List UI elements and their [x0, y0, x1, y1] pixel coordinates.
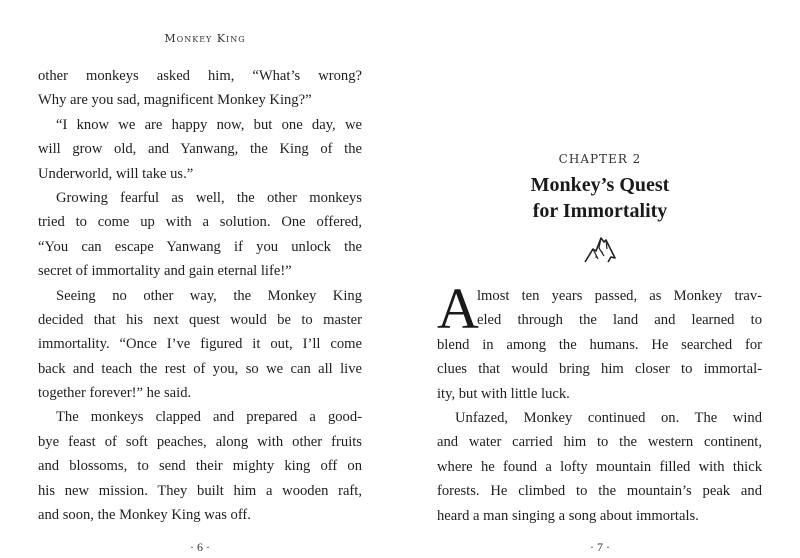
right-page [400, 0, 800, 558]
text-line: immortality. “Once I’ve figured it out, I’ll come [38, 336, 362, 353]
text-line: clues that would bring him closer to immortal- [437, 361, 762, 378]
text-line: lmost ten years passed, as Monkey trav- [477, 288, 762, 304]
text-line: where he found a lofty mountain filled with thick [437, 458, 762, 475]
mountain-icon [583, 232, 617, 264]
running-head: Monkey King [164, 32, 246, 45]
text-line: “I know we are happy now, but one day, we [56, 116, 362, 133]
chapter-title-line: Monkey’s Quest [530, 174, 670, 196]
drop-cap: A [437, 276, 479, 341]
text-line: will grow old, and Yanwang, the King of the [38, 141, 362, 158]
text-line: Underworld, will take us.” [38, 165, 194, 182]
text-line: secret of immortality and gain eternal life!” [38, 263, 292, 280]
chapter-title-line: for Immortality [532, 200, 668, 222]
page-number: · 6 · [190, 540, 210, 554]
text-line: and blossoms, to send their mighty king off on [38, 458, 362, 475]
page-number: · 7 · [590, 540, 610, 554]
text-line: Seeing no other way, the Monkey King [56, 287, 362, 304]
text-line: The monkeys clapped and prepared a good- [56, 409, 362, 426]
text-line: decided that his next quest would be to master [38, 311, 362, 328]
chapter-title [400, 172, 800, 224]
text-line: and water carried him to the western continent, [437, 434, 762, 451]
text-line: other monkeys asked him, “What’s wrong? [38, 68, 362, 84]
text-line: eled through the land and learned to [477, 312, 762, 329]
chapter-label: CHAPTER 2 [558, 152, 642, 166]
text-line: Unfazed, Monkey continued on. The wind [455, 409, 762, 426]
text-line: and soon, the Monkey King was off. [38, 507, 251, 524]
body-text [437, 284, 762, 528]
text-line: heard a man singing a song about immortals. [437, 507, 699, 524]
text-line: Growing fearful as well, the other monkeys [56, 189, 362, 206]
text-line: blend in among the humans. He searched for [437, 336, 762, 353]
text-line: Why are you sad, magnificent Monkey King?” [38, 92, 312, 109]
text-line: “You can escape Yanwang if you unlock the [38, 238, 362, 255]
text-line: ity, but with little luck. [437, 385, 570, 402]
body-text [38, 64, 362, 527]
text-line: together forever!” he said. [38, 385, 192, 402]
text-line: back and teach the rest of you, so we can all live [38, 360, 362, 377]
text-line: bye feast of soft peaches, along with other fruits [38, 433, 362, 450]
text-line: forests. He climbed to the mountain’s peak and [437, 483, 762, 500]
text-line: tried to come up with a solution. One offered, [38, 214, 362, 231]
text-line: his new mission. They built him a wooden raft, [38, 482, 362, 499]
